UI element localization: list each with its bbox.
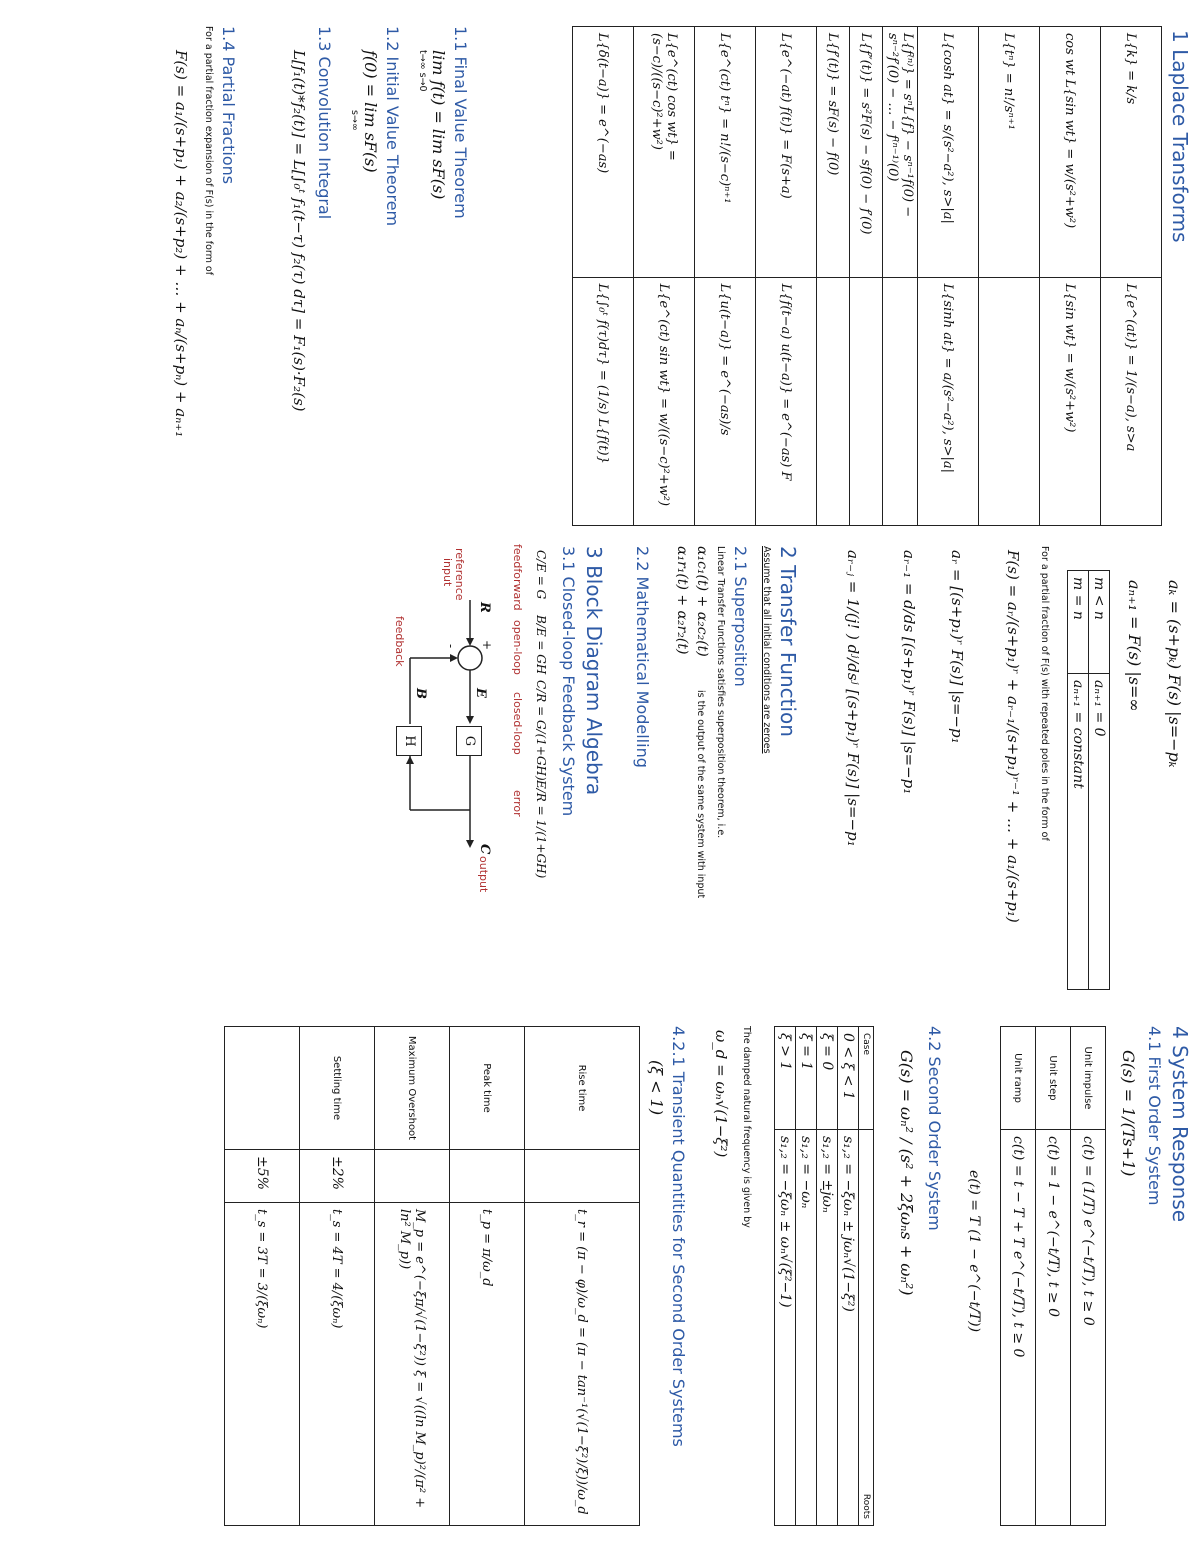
convolution-eq: L[f₁(t)*f₂(t)] = L[∫₀ᵗ f₁(t−τ) f₂(τ) dτ] = F₁(s)·F₂(s) bbox=[290, 50, 308, 412]
laplace-row bbox=[918, 27, 979, 526]
first-order-row bbox=[1071, 1027, 1106, 1526]
transient-row bbox=[225, 1027, 300, 1526]
label-output: output bbox=[477, 856, 490, 893]
response-type: Unit impulse bbox=[1071, 1027, 1106, 1130]
first-order-row bbox=[1001, 1027, 1036, 1526]
initial-conditions-note: Assume that all initial conditions are zeroes bbox=[761, 546, 772, 754]
superposition-note-2: is the output of the same system with input bbox=[695, 690, 706, 899]
section-3-title: 3 Block Diagram Algebra bbox=[582, 546, 606, 796]
final-value-sub: t→∞ s→0 bbox=[417, 50, 428, 92]
m-n-table bbox=[1067, 570, 1110, 990]
laplace-cell: L{sinh at} = a/(s²−a²), s>|a| bbox=[918, 277, 979, 525]
transient-quantity: Rise time bbox=[525, 1027, 640, 1150]
laplace-table bbox=[572, 26, 1162, 526]
laplace-row bbox=[1040, 27, 1101, 526]
superposition-eq: α₁c₁(t) + α₂c₂(t) bbox=[694, 546, 710, 657]
laplace-cell: L{u(t−a)} = e^(−as)/s bbox=[695, 277, 756, 525]
section-3-1-title: 3.1 Closed-loop Feedback System bbox=[559, 546, 578, 817]
column-transfer bbox=[0, 540, 1200, 1010]
laplace-row bbox=[573, 27, 634, 526]
first-order-eq: G(s) = 1/(Ts+1) bbox=[1119, 1050, 1138, 1177]
laplace-cell bbox=[883, 277, 918, 525]
section-4-title: 4 System Response bbox=[1168, 1026, 1192, 1223]
case-row bbox=[796, 1027, 817, 1526]
transient-eq: t_s = 3T = 3/(ξωₙ) bbox=[225, 1203, 300, 1526]
laplace-cell: L{tⁿ} = n!/sⁿ⁺¹ bbox=[979, 27, 1040, 278]
transient-eq: M_p = e^(−ξπ/√(1−ξ²)) ξ = √((ln M_p)²/(π² + ln² M_p)) bbox=[375, 1203, 450, 1526]
second-order-cases-table bbox=[774, 1026, 874, 1526]
repeated-poles-note: For a partial fraction of F(s) with repeated poles in the form of bbox=[1039, 546, 1050, 841]
laplace-cell bbox=[817, 277, 850, 525]
damped-freq-eq: ω_d = ωₙ√(1−ξ²) bbox=[712, 1030, 730, 1158]
laplace-cell: L{e^(at)} = 1/(s−a), s>a bbox=[1101, 277, 1162, 525]
section-2-2-title: 2.2 Mathematical Modelling bbox=[633, 546, 652, 768]
transient-band bbox=[375, 1150, 450, 1203]
superposition-eq-2: α₁r₁(t) + α₂r₂(t) bbox=[674, 546, 690, 655]
laplace-row bbox=[979, 27, 1040, 526]
section-4-1-title: 4.1 First Order System bbox=[1145, 1026, 1164, 1206]
laplace-cell: L{f″(t)} = s²F(s) − sf(0) − f′(0) bbox=[850, 27, 883, 278]
eq-feedforward: C/E = G bbox=[534, 550, 548, 600]
cases-header bbox=[859, 1027, 874, 1526]
sum-minus: - bbox=[444, 644, 458, 649]
transient-quantity: Maximum Overshoot bbox=[375, 1027, 450, 1150]
an1-eq: aₙ₊₁ = F(s) |s=∞ bbox=[1125, 580, 1144, 712]
transient-row bbox=[375, 1027, 450, 1526]
mn-cell: m = n bbox=[1068, 571, 1089, 674]
signal-e: E bbox=[473, 688, 488, 698]
section-4-2-1-title: 4.2.1 Transient Quantities for Second Order Systems bbox=[669, 1026, 688, 1447]
sum-plus: + bbox=[480, 640, 494, 651]
transient-band bbox=[525, 1150, 640, 1203]
response-eq: c(t) = t − T + T e^(−t/T), t ≥ 0 bbox=[1001, 1130, 1036, 1526]
response-eq: c(t) = 1 − e^(−t/T), t ≥ 0 bbox=[1036, 1130, 1071, 1526]
case-roots: s₁,₂ = −ωₙ bbox=[796, 1130, 817, 1526]
transient-row bbox=[450, 1027, 525, 1526]
case-row bbox=[817, 1027, 838, 1526]
laplace-cell: L{f⁽ⁿ⁾} = sⁿL{f} − sⁿ⁻¹f(0) − sⁿ⁻²f′(0) − … − f⁽ⁿ⁻¹⁾(0) bbox=[883, 27, 918, 278]
laplace-row bbox=[756, 27, 817, 526]
header-roots: Roots bbox=[859, 1130, 874, 1526]
transient-table bbox=[224, 1026, 640, 1526]
column-system-response bbox=[0, 1020, 1200, 1530]
ar-eq: aᵣ = [(s+p₁)ʳ F(s)] |s=−p₁ bbox=[948, 550, 966, 744]
transient-quantity: Settling time bbox=[300, 1027, 375, 1150]
laplace-cell: L{e^(−at) f(t)} = F(s+a) bbox=[756, 27, 817, 278]
section-2-1-title: 2.1 Superposition bbox=[731, 546, 750, 687]
section-1-3-title: 1.3 Convolution Integral bbox=[315, 26, 334, 220]
laplace-cell: L{sin wt} = w/(s²+w²) bbox=[1040, 277, 1101, 525]
case-cond: ξ = 0 bbox=[817, 1027, 838, 1130]
laplace-cell: L{k} = k/s bbox=[1101, 27, 1162, 278]
transient-row bbox=[525, 1027, 640, 1526]
laplace-cell bbox=[850, 277, 883, 525]
ak-eq: aₖ = (s+pₖ) F(s) |s=−pₖ bbox=[1165, 580, 1184, 768]
first-order-table bbox=[1000, 1026, 1106, 1526]
laplace-row bbox=[1101, 27, 1162, 526]
damped-freq-note: The damped natural frequency is given by bbox=[741, 1026, 752, 1228]
laplace-row bbox=[850, 27, 883, 526]
label-feedback: feedback bbox=[393, 616, 406, 667]
eq-error: E/R = 1/(1+GH) bbox=[534, 780, 548, 879]
laplace-cell: L{cosh at} = s/(s²−a²), s>|a| bbox=[918, 27, 979, 278]
transient-quantity: Peak time bbox=[450, 1027, 525, 1150]
partial-fraction-note: For a partial fraction expansion of F(s) in the form of bbox=[203, 26, 214, 276]
signal-c: C bbox=[477, 844, 492, 855]
case-cond: 0 < ξ < 1 bbox=[838, 1027, 859, 1130]
response-type: Unit step bbox=[1036, 1027, 1071, 1130]
ar1-eq: aᵣ₋₁ = d/ds [(s+p₁)ʳ F(s)] |s=−p₁ bbox=[900, 550, 918, 795]
laplace-row bbox=[817, 27, 850, 526]
section-2-title: 2 Transfer Function bbox=[776, 546, 800, 737]
laplace-cell: L{e^(ct) cos wt} = (s−c)/((s−c)²+w²) bbox=[634, 27, 695, 278]
mn-cell: m < n bbox=[1089, 571, 1110, 674]
case-roots: s₁,₂ = −ξωₙ ± jωₙ√(1−ξ²) bbox=[838, 1130, 859, 1526]
laplace-row bbox=[634, 27, 695, 526]
laplace-cell: L{δ(t−a)} = e^(−as) bbox=[573, 27, 634, 278]
section-4-2-title: 4.2 Second Order System bbox=[925, 1026, 944, 1231]
label-closed-loop: closed-loop bbox=[511, 692, 524, 755]
laplace-cell: cos wt L{sin wt} = w/(s²+w²) bbox=[1040, 27, 1101, 278]
section-1-title: 1 Laplace Transforms bbox=[1168, 30, 1192, 243]
section-1-1-title: 1.1 Final Value Theorem bbox=[451, 26, 470, 219]
case-cond: ξ = 1 bbox=[796, 1027, 817, 1130]
arj-eq: aᵣ₋ⱼ = 1/(j! ) dʲ/dsʲ [(s+p₁)ʳ F(s)] |s=−p₁ bbox=[844, 550, 862, 847]
laplace-row bbox=[883, 27, 918, 526]
case-row bbox=[838, 1027, 859, 1526]
repeated-poles-eq: F(s) = aᵣ/(s+p₁)ʳ + aᵣ₋₁/(s+p₁)ʳ⁻¹ + … + a₁/(s+p₁) bbox=[1004, 550, 1022, 923]
transient-eq: t_r = (π − φ)/ω_d = (π − tan⁻¹(√(1−ξ²)/ξ))/ω_d bbox=[525, 1203, 640, 1526]
initial-value-eq: f(0) = lim sF(s) bbox=[361, 50, 380, 173]
transient-band: ±5% bbox=[225, 1150, 300, 1203]
mn-cell: aₙ₊₁ = constant bbox=[1068, 674, 1089, 990]
transient-eq: t_s = 4T = 4/(ξωₙ) bbox=[300, 1203, 375, 1526]
signal-b: B bbox=[413, 688, 428, 699]
superposition-note: Linear Transfer Functions satisfies superposition theorem, i.e. bbox=[715, 546, 726, 839]
section-1-4-title: 1.4 Partial Fractions bbox=[219, 26, 238, 185]
final-value-eq: lim f(t) = lim sF(s) bbox=[429, 50, 448, 200]
transient-row bbox=[300, 1027, 375, 1526]
transient-band: ±2% bbox=[300, 1150, 375, 1203]
laplace-cell bbox=[979, 277, 1040, 525]
column-laplace bbox=[0, 20, 1200, 540]
label-input: input bbox=[441, 558, 454, 587]
initial-value-sub: s→∞ bbox=[349, 110, 360, 131]
label-reference: reference bbox=[453, 548, 466, 601]
response-type: Unit ramp bbox=[1001, 1027, 1036, 1130]
header-case: Case bbox=[859, 1027, 874, 1130]
transient-eq: t_p = π/ω_d bbox=[450, 1203, 525, 1526]
laplace-cell: L{e^(ct) tⁿ} = n!/(s−c)ⁿ⁺¹ bbox=[695, 27, 756, 278]
eq-closed-loop: C/R = G/(1+GH) bbox=[534, 680, 548, 781]
partial-fraction-eq: F(s) = a₁/(s+p₁) + a₂/(s+p₂) + … + aₙ/(s+pₙ) + aₙ₊₁ bbox=[172, 50, 190, 438]
case-roots: s₁,₂ = ±jωₙ bbox=[817, 1130, 838, 1526]
block-diagram bbox=[380, 540, 510, 880]
second-order-eq: G(s) = ωₙ² / (s² + 2ξωₙs + ωₙ²) bbox=[897, 1050, 916, 1296]
laplace-row bbox=[695, 27, 756, 526]
block-h: H bbox=[396, 726, 422, 756]
laplace-cell: L{f(t−a) u(t−a)} = e^(−as) F bbox=[756, 277, 817, 525]
block-g: G bbox=[456, 726, 482, 756]
case-roots: s₁,₂ = −ξωₙ ± ωₙ√(ξ²−1) bbox=[775, 1130, 796, 1526]
label-error: error bbox=[511, 790, 524, 817]
signal-r: R bbox=[477, 602, 492, 613]
transient-quantity bbox=[225, 1027, 300, 1150]
case-cond: ξ > 1 bbox=[775, 1027, 796, 1130]
response-eq: c(t) = (1/T) e^(−t/T), t ≥ 0 bbox=[1071, 1130, 1106, 1526]
laplace-cell: L{e^(ct) sin wt} = w/((s−c)²+w²) bbox=[634, 277, 695, 525]
mn-cell: aₙ₊₁ = 0 bbox=[1089, 674, 1110, 990]
label-open-loop: open-loop bbox=[511, 620, 524, 675]
section-1-2-title: 1.2 Initial Value Theorem bbox=[383, 26, 402, 227]
first-order-row bbox=[1036, 1027, 1071, 1526]
section-4-2-1-sub: (ξ < 1) bbox=[647, 1060, 666, 1116]
laplace-cell: L{f′(t)} = sF(s) − f(0) bbox=[817, 27, 850, 278]
label-feedforward: feedforward bbox=[511, 544, 524, 611]
transient-band bbox=[450, 1150, 525, 1203]
case-row bbox=[775, 1027, 796, 1526]
ramp-error-eq: e(t) = T (1 − e^(−t/T)) bbox=[966, 1170, 982, 1333]
laplace-cell: L{∫₀ᵗ f(τ)dτ} = (1/s) L{f(t)} bbox=[573, 277, 634, 525]
eq-open-loop: B/E = GH bbox=[534, 615, 548, 675]
